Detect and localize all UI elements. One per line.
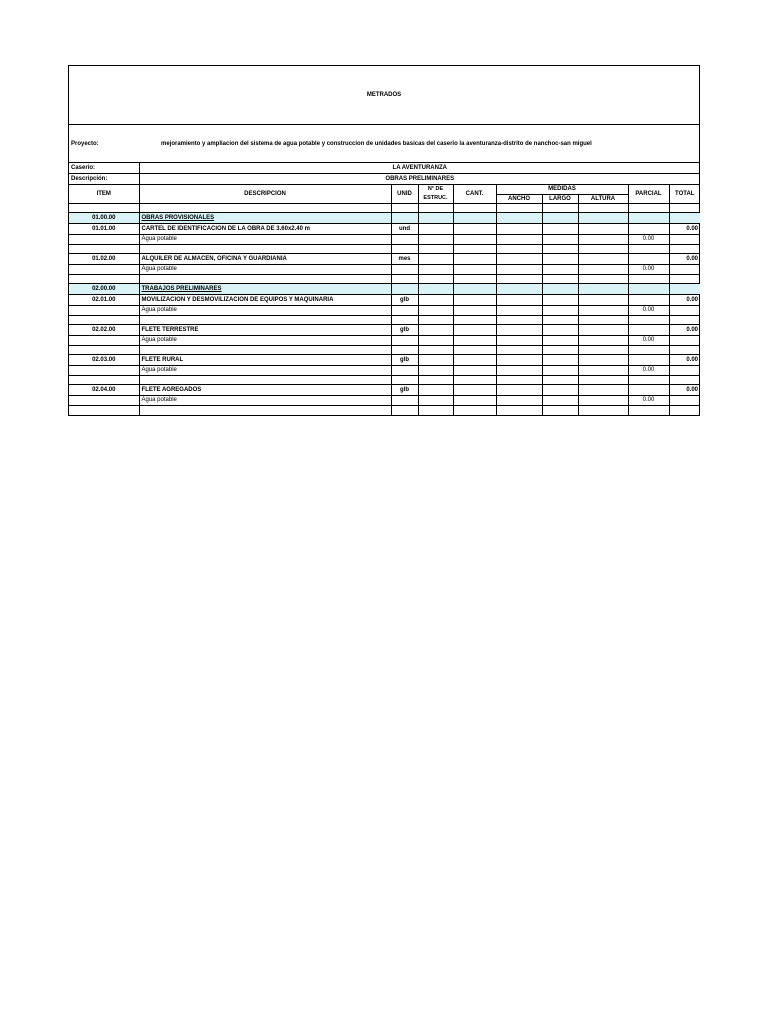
cell-item (69, 316, 139, 325)
cell-total (669, 406, 700, 415)
cell-item: 02.00.00 (69, 284, 139, 295)
cell-nestruc (418, 406, 453, 415)
cell-cant (453, 355, 496, 366)
header-cant: CANT. (453, 185, 496, 204)
cell-item (69, 245, 139, 254)
cell-largo (542, 325, 578, 336)
cell-desc (139, 245, 391, 254)
cell-largo (542, 396, 578, 406)
cell-largo (542, 385, 578, 396)
cell-total: 0.00 (669, 325, 700, 336)
cell-parcial (628, 376, 669, 385)
cell-altura (578, 235, 628, 245)
caserio-row (69, 163, 700, 174)
blank-row (69, 316, 700, 325)
descripcion-label: Descripción: (69, 174, 139, 185)
cell-parcial (628, 224, 669, 235)
cell-largo (542, 254, 578, 265)
cell-desc: FLETE TERRESTRE (139, 325, 391, 336)
cell-largo (542, 265, 578, 275)
cell-total (669, 396, 700, 406)
subitem-row (69, 306, 700, 316)
cell-parcial (628, 213, 669, 224)
cell-parcial: 0.00 (628, 366, 669, 376)
cell-altura (578, 284, 628, 295)
header-altura: ALTURA (578, 194, 628, 204)
header-parcial: PARCIAL (628, 185, 669, 204)
cell-item (69, 396, 139, 406)
cell-total: 0.00 (669, 224, 700, 235)
cell-total: 0.00 (669, 355, 700, 366)
cell-nestruc (418, 336, 453, 346)
cell-largo (542, 213, 578, 224)
project-label: Proyecto: (71, 140, 99, 147)
cell-nestruc (418, 346, 453, 355)
cell-ancho (496, 336, 542, 346)
cell-altura (578, 265, 628, 275)
cell-cant (453, 224, 496, 235)
subitem-row (69, 336, 700, 346)
cell-largo (542, 346, 578, 355)
header-largo: LARGO (542, 194, 578, 204)
cell-cant (453, 295, 496, 306)
cell-unid: mes (391, 254, 418, 265)
cell-nestruc (418, 316, 453, 325)
cell-ancho (496, 235, 542, 245)
cell-cant (453, 316, 496, 325)
cell-desc: Agua potable (139, 396, 391, 406)
header-n-estruc-line1: N° DE (427, 186, 444, 192)
cell-cant (453, 336, 496, 346)
cell-altura (578, 224, 628, 235)
cell-altura (578, 396, 628, 406)
cell-desc: Agua potable (139, 306, 391, 316)
cell-altura (578, 366, 628, 376)
cell-cant (453, 385, 496, 396)
cell-total: 0.00 (669, 385, 700, 396)
cell-largo (542, 235, 578, 245)
cell-unid: glb (391, 385, 418, 396)
subitem-row (69, 235, 700, 245)
cell-nestruc (418, 366, 453, 376)
cell-unid (391, 245, 418, 254)
cell-total (669, 213, 700, 224)
header-item: ITEM (69, 185, 139, 204)
cell-item (69, 204, 139, 213)
cell-ancho (496, 325, 542, 336)
cell-ancho (496, 306, 542, 316)
cell-item (69, 406, 139, 415)
item-row (69, 325, 700, 336)
cell-largo (542, 284, 578, 295)
cell-item: 02.03.00 (69, 355, 139, 366)
project-row (69, 125, 699, 163)
cell-nestruc (418, 325, 453, 336)
metrados-table (69, 163, 700, 415)
cell-parcial (628, 385, 669, 396)
cell-unid: glb (391, 355, 418, 366)
cell-desc (139, 316, 391, 325)
cell-parcial (628, 346, 669, 355)
cell-item (69, 336, 139, 346)
header-n-estruc-line2: ESTRUC. (423, 195, 448, 201)
cell-item: 02.02.00 (69, 325, 139, 336)
cell-desc (139, 275, 391, 284)
cell-largo (542, 355, 578, 366)
cell-largo (542, 366, 578, 376)
cell-unid: und (391, 224, 418, 235)
cell-parcial: 0.00 (628, 306, 669, 316)
cell-unid: glb (391, 325, 418, 336)
cell-altura (578, 213, 628, 224)
cell-altura (578, 336, 628, 346)
cell-nestruc (418, 295, 453, 306)
cell-total (669, 204, 700, 213)
cell-desc: MOVILIZACION Y DESMOVILIZACION DE EQUIPOS Y MAQUINARIA (139, 295, 391, 306)
cell-total (669, 346, 700, 355)
cell-desc: FLETE RURAL (139, 355, 391, 366)
cell-nestruc (418, 284, 453, 295)
cell-item (69, 265, 139, 275)
cell-total (669, 376, 700, 385)
cell-desc: ALQUILER DE ALMACEN, OFICINA Y GUARDIANIA (139, 254, 391, 265)
cell-altura (578, 204, 628, 213)
cell-total (669, 316, 700, 325)
cell-item (69, 366, 139, 376)
blank-row (69, 406, 700, 415)
cell-ancho (496, 355, 542, 366)
cell-desc (139, 346, 391, 355)
cell-parcial (628, 355, 669, 366)
cell-desc: OBRAS PROVISIONALES (139, 213, 391, 224)
cell-total (669, 336, 700, 346)
caserio-value: LA AVENTURANZA (139, 163, 700, 174)
item-row (69, 385, 700, 396)
cell-parcial (628, 325, 669, 336)
cell-cant (453, 213, 496, 224)
cell-altura (578, 245, 628, 254)
cell-altura (578, 254, 628, 265)
cell-ancho (496, 275, 542, 284)
cell-unid (391, 346, 418, 355)
cell-desc (139, 406, 391, 415)
cell-nestruc (418, 396, 453, 406)
header-medidas: MEDIDAS (496, 185, 628, 195)
cell-desc: CARTEL DE IDENTIFICACION DE LA OBRA DE 3.60x2.40 m (139, 224, 391, 235)
cell-parcial: 0.00 (628, 265, 669, 275)
cell-altura (578, 295, 628, 306)
cell-total (669, 275, 700, 284)
header-descripcion: DESCRIPCION (139, 185, 391, 204)
cell-largo (542, 306, 578, 316)
item-row (69, 295, 700, 306)
cell-item (69, 346, 139, 355)
header-n-estruc (418, 185, 453, 204)
caserio-label: Caserio: (69, 163, 139, 174)
cell-total (669, 284, 700, 295)
cell-unid (391, 316, 418, 325)
cell-parcial (628, 245, 669, 254)
cell-parcial: 0.00 (628, 336, 669, 346)
cell-unid: glb (391, 295, 418, 306)
subitem-row (69, 366, 700, 376)
cell-cant (453, 245, 496, 254)
cell-largo (542, 336, 578, 346)
cell-cant (453, 366, 496, 376)
cell-largo (542, 316, 578, 325)
cell-item: 01.02.00 (69, 254, 139, 265)
cell-cant (453, 406, 496, 415)
section-row (69, 284, 700, 295)
item-row (69, 224, 700, 235)
section-row (69, 213, 700, 224)
cell-desc: Agua potable (139, 366, 391, 376)
cell-parcial (628, 316, 669, 325)
cell-unid (391, 366, 418, 376)
cell-unid (391, 275, 418, 284)
cell-altura (578, 325, 628, 336)
cell-nestruc (418, 306, 453, 316)
descripcion-value: OBRAS PRELIMINARES (139, 174, 700, 185)
cell-total (669, 265, 700, 275)
cell-unid (391, 204, 418, 213)
cell-ancho (496, 346, 542, 355)
cell-total: 0.00 (669, 295, 700, 306)
cell-altura (578, 306, 628, 316)
cell-desc: TRABAJOS PRELIMINARES (139, 284, 391, 295)
cell-ancho (496, 316, 542, 325)
cell-desc: Agua potable (139, 336, 391, 346)
project-value: mejoramiento y ampliacion del sistema de agua potable y construccion de unidades basicas del caserio la aventuranza-distrito de nanchoc-san miguel (161, 140, 592, 147)
cell-largo (542, 224, 578, 235)
cell-largo (542, 275, 578, 284)
cell-altura (578, 376, 628, 385)
cell-ancho (496, 245, 542, 254)
cell-total (669, 235, 700, 245)
cell-cant (453, 396, 496, 406)
item-row (69, 355, 700, 366)
cell-item: 02.01.00 (69, 295, 139, 306)
cell-total (669, 366, 700, 376)
cell-parcial (628, 204, 669, 213)
cell-unid (391, 306, 418, 316)
cell-cant (453, 204, 496, 213)
cell-unid (391, 376, 418, 385)
cell-unid (391, 235, 418, 245)
cell-item: 02.04.00 (69, 385, 139, 396)
cell-ancho (496, 376, 542, 385)
cell-desc: Agua potable (139, 265, 391, 275)
cell-cant (453, 346, 496, 355)
cell-ancho (496, 366, 542, 376)
cell-unid (391, 284, 418, 295)
cell-cant (453, 254, 496, 265)
header-total: TOTAL (669, 185, 700, 204)
cell-nestruc (418, 254, 453, 265)
cell-largo (542, 376, 578, 385)
descripcion-row (69, 174, 700, 185)
cell-cant (453, 235, 496, 245)
subitem-row (69, 396, 700, 406)
cell-ancho (496, 295, 542, 306)
cell-nestruc (418, 213, 453, 224)
cell-altura (578, 346, 628, 355)
sheet-title: METRADOS (69, 66, 699, 125)
cell-nestruc (418, 376, 453, 385)
blank-row (69, 245, 700, 254)
cell-ancho (496, 284, 542, 295)
cell-nestruc (418, 235, 453, 245)
cell-ancho (496, 224, 542, 235)
cell-item: 01.01.00 (69, 224, 139, 235)
cell-ancho (496, 265, 542, 275)
cell-desc: Agua potable (139, 235, 391, 245)
blank-row (69, 376, 700, 385)
cell-parcial (628, 254, 669, 265)
cell-nestruc (418, 224, 453, 235)
cell-altura (578, 316, 628, 325)
metrados-sheet (68, 65, 700, 416)
cell-nestruc (418, 355, 453, 366)
blank-row (69, 204, 700, 213)
cell-unid (391, 406, 418, 415)
cell-unid (391, 265, 418, 275)
cell-cant (453, 325, 496, 336)
cell-unid (391, 396, 418, 406)
cell-ancho (496, 385, 542, 396)
cell-total (669, 245, 700, 254)
cell-nestruc (418, 265, 453, 275)
cell-altura (578, 275, 628, 284)
cell-item (69, 235, 139, 245)
header-row-1 (69, 185, 700, 195)
cell-cant (453, 265, 496, 275)
cell-parcial: 0.00 (628, 396, 669, 406)
cell-total: 0.00 (669, 254, 700, 265)
cell-parcial (628, 275, 669, 284)
cell-parcial (628, 406, 669, 415)
cell-item: 01.00.00 (69, 213, 139, 224)
cell-nestruc (418, 245, 453, 254)
cell-item (69, 306, 139, 316)
cell-largo (542, 295, 578, 306)
item-row (69, 254, 700, 265)
cell-cant (453, 376, 496, 385)
cell-altura (578, 406, 628, 415)
cell-item (69, 275, 139, 284)
cell-desc (139, 376, 391, 385)
subitem-row (69, 265, 700, 275)
cell-nestruc (418, 385, 453, 396)
blank-row (69, 275, 700, 284)
cell-cant (453, 306, 496, 316)
cell-ancho (496, 396, 542, 406)
cell-desc (139, 204, 391, 213)
cell-nestruc (418, 275, 453, 284)
cell-altura (578, 385, 628, 396)
cell-unid (391, 336, 418, 346)
cell-largo (542, 245, 578, 254)
cell-unid (391, 213, 418, 224)
cell-cant (453, 275, 496, 284)
cell-ancho (496, 213, 542, 224)
cell-total (669, 306, 700, 316)
cell-nestruc (418, 204, 453, 213)
cell-ancho (496, 406, 542, 415)
cell-item (69, 376, 139, 385)
cell-altura (578, 355, 628, 366)
cell-parcial (628, 284, 669, 295)
cell-desc: FLETE AGREGADOS (139, 385, 391, 396)
cell-largo (542, 406, 578, 415)
cell-ancho (496, 204, 542, 213)
blank-row (69, 346, 700, 355)
cell-cant (453, 284, 496, 295)
header-ancho: ANCHO (496, 194, 542, 204)
header-unid: UNID (391, 185, 418, 204)
cell-largo (542, 204, 578, 213)
cell-parcial: 0.00 (628, 235, 669, 245)
cell-parcial (628, 295, 669, 306)
cell-ancho (496, 254, 542, 265)
